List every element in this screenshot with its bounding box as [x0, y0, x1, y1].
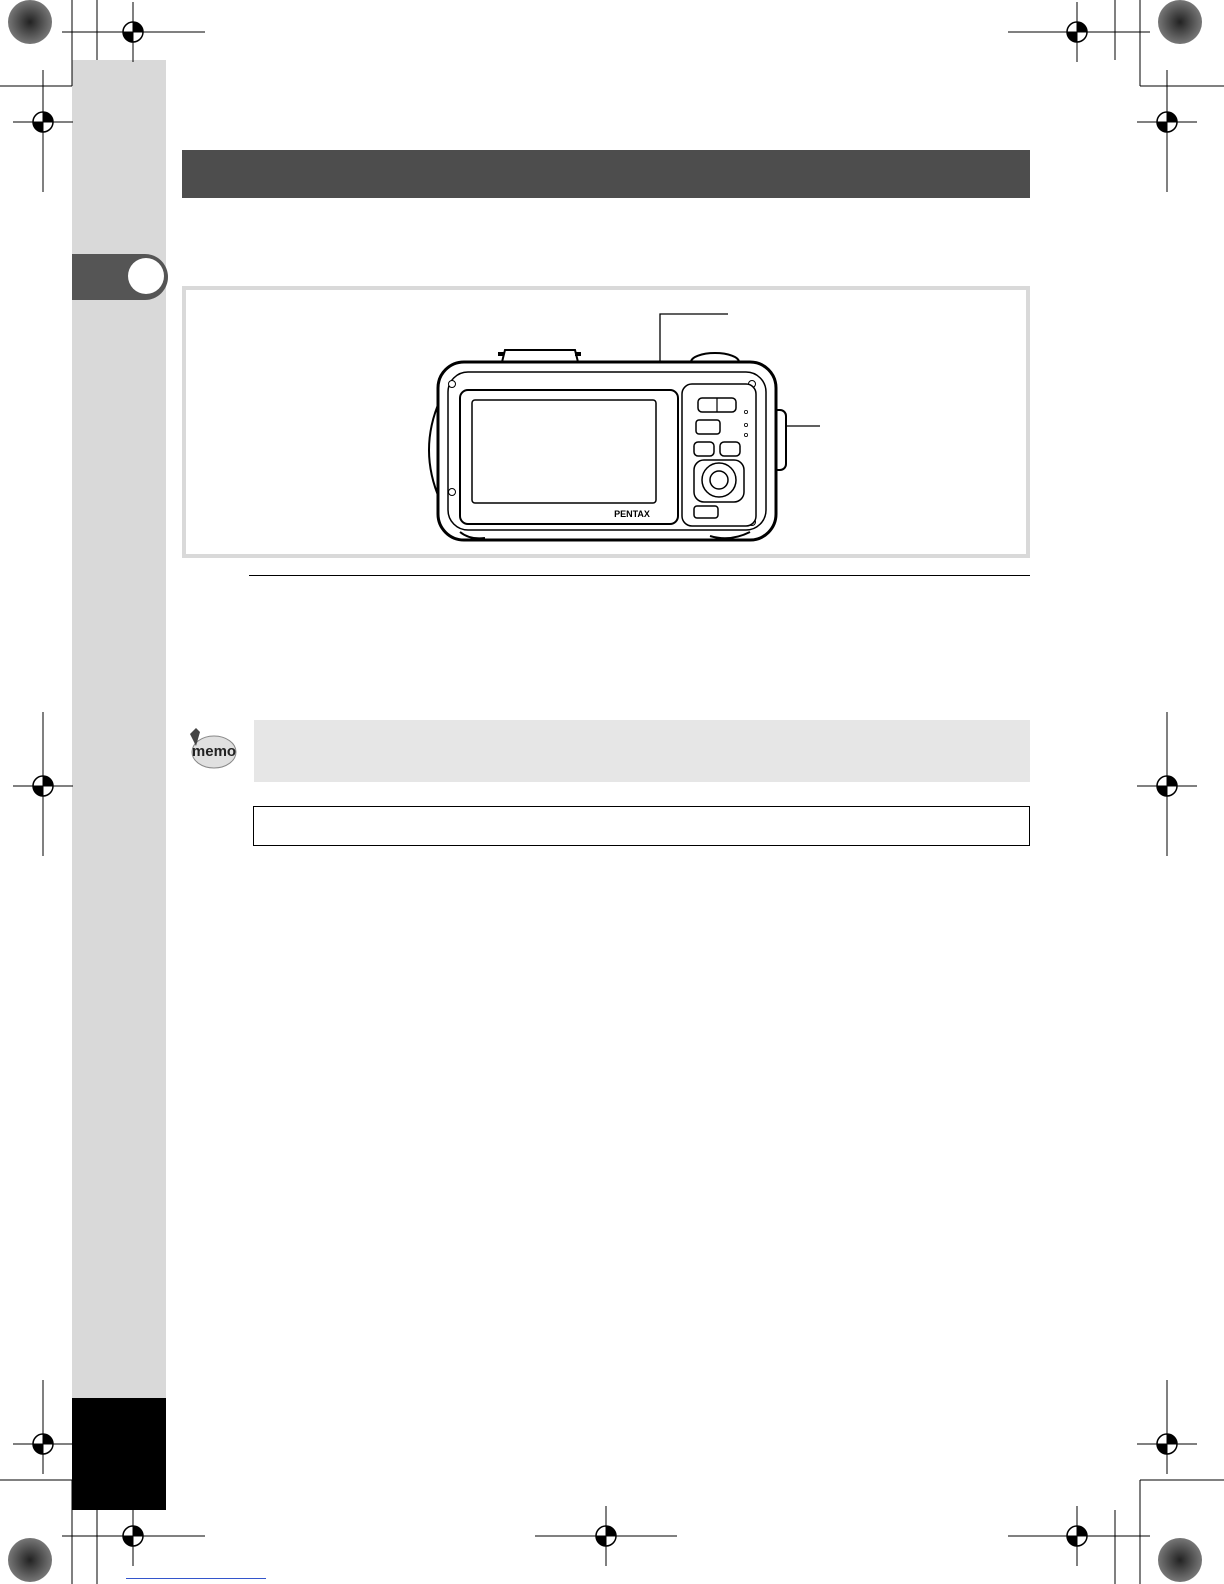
registration-marks [13, 2, 1197, 1566]
section-divider [249, 575, 1030, 576]
playback-button [696, 420, 720, 434]
memo-icon [184, 724, 240, 774]
bottom-link-underline [126, 1578, 266, 1579]
camera-back-illustration [410, 300, 830, 550]
reference-box [253, 806, 1030, 846]
chapter-number-circle [128, 258, 164, 294]
memo-icon-label: memo [191, 743, 237, 760]
starburst-marks [8, 0, 1202, 1582]
sidebar-footer-block [72, 1398, 166, 1510]
memo-note-box [254, 720, 1030, 782]
brand-label: PENTAX [614, 509, 650, 519]
ok-button [710, 471, 728, 489]
section-title-bar [182, 150, 1030, 198]
